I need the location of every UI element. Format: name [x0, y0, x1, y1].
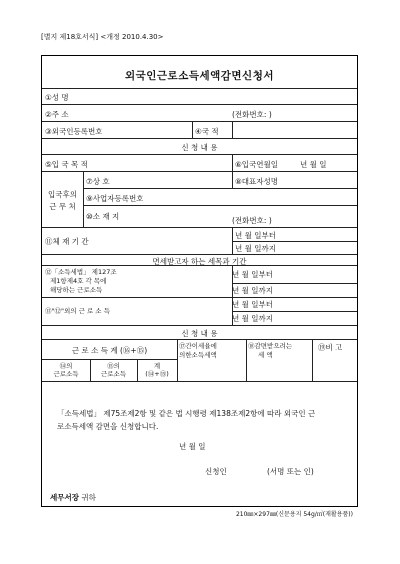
- entry-purpose-label: ⑤입 국 목 적: [45, 160, 88, 169]
- reduction-label-line2: 세 액: [258, 351, 273, 359]
- applicant-label: 신청인: [205, 467, 227, 476]
- stay-period-from: 년 월 일부터: [235, 231, 276, 240]
- name-label: ①성 명: [45, 93, 69, 102]
- col15-label-line1: ⑮의: [107, 362, 120, 370]
- simplified-tax-label-line2: 의한소득세액: [179, 351, 217, 359]
- nationality-label: ④국 적: [195, 127, 219, 136]
- exempt-row1-line2: 제1항제4호 각 목에: [50, 277, 107, 285]
- form-number: [별지 제18호서식] <개정 2010.4.30>: [41, 33, 164, 41]
- exempt-row2-label: ⑬"⑫"외의 근 로 소 득: [45, 307, 110, 315]
- form-title: 외국인근로소득세액감면신청서: [124, 70, 274, 82]
- stay-period-to: 년 월 일까지: [235, 244, 276, 253]
- reduction-label-line1: ⑱감면받으려는: [248, 342, 293, 350]
- entry-date-label: ⑥입국연월일: [235, 160, 278, 169]
- application-date: 년 월 일: [179, 442, 206, 451]
- business-number-label: ⑨사업자등록번호: [86, 194, 144, 203]
- col-total-label-line1: 계: [153, 362, 161, 370]
- exempt-row2-to: 년 월 일까지: [232, 314, 273, 323]
- simplified-tax-label-line1: ⑰간이세율에: [179, 342, 217, 350]
- addressee: [50, 492, 96, 503]
- exempt-row1-from: 년 월 일부터: [232, 270, 273, 279]
- workplace-label-line2: 근 무 처: [49, 202, 76, 211]
- exempt-row1-to: 년 월 일까지: [232, 286, 273, 295]
- addressee-suffix: 귀하: [78, 493, 96, 502]
- stay-period-label: ⑪체 재 기 간: [45, 237, 89, 246]
- col14-label-line1: ⑭의: [59, 362, 73, 370]
- registration-number-label: ③외국인등록번호: [45, 127, 103, 136]
- company-label: ⑦상 호: [86, 177, 110, 186]
- entry-date-value: 년 월 일: [300, 160, 327, 169]
- statement-line1: 「소득세법」 제75조제2항 및 같은 법 시행령 제138조제2항에 따라 외국인 근: [57, 409, 316, 418]
- section-title-application: 신 청 내 용: [181, 143, 218, 152]
- representative-label: ⑧대표자성명: [235, 177, 278, 186]
- address-phone-label: (전화번호: ): [232, 110, 272, 119]
- application-form: [41, 55, 358, 507]
- tax-office-chief: 세무서장: [50, 493, 79, 502]
- col15-label-line2: 근로소득: [100, 370, 127, 378]
- exempt-header: 면세받고자 하는 세목과 기간: [152, 257, 247, 266]
- paper-spec: 210㎜×297㎜(신문용지 54g/㎡(재활용품)): [235, 511, 353, 518]
- location-label: ⑩소 재 지: [86, 212, 120, 221]
- exempt-row2-from: 년 월 일부터: [232, 300, 273, 309]
- section-title-income: 신 청 내 용: [181, 329, 218, 338]
- address-label: ②주 소: [45, 110, 69, 119]
- statement-line2: 로소득세액 감면을 신청합니다.: [57, 422, 159, 431]
- workplace-phone-label: (전화번호: ): [232, 216, 272, 225]
- income-total-label: 근 로 소 득 계 (⑯+⑮): [71, 346, 148, 355]
- col-total-label-line2: (⑭+⑮): [145, 370, 169, 378]
- col14-label-line2: 근로소득: [53, 370, 79, 378]
- exempt-row1-line1: ⑫「소득세법」 제127조: [45, 268, 117, 276]
- workplace-label-line1: 입국후의: [48, 190, 77, 199]
- signature-label: (서명 또는 인): [267, 467, 314, 476]
- exempt-row1-line3: 해당하는 근로소득: [50, 286, 103, 294]
- remarks-label: ⑲비 고: [318, 343, 343, 352]
